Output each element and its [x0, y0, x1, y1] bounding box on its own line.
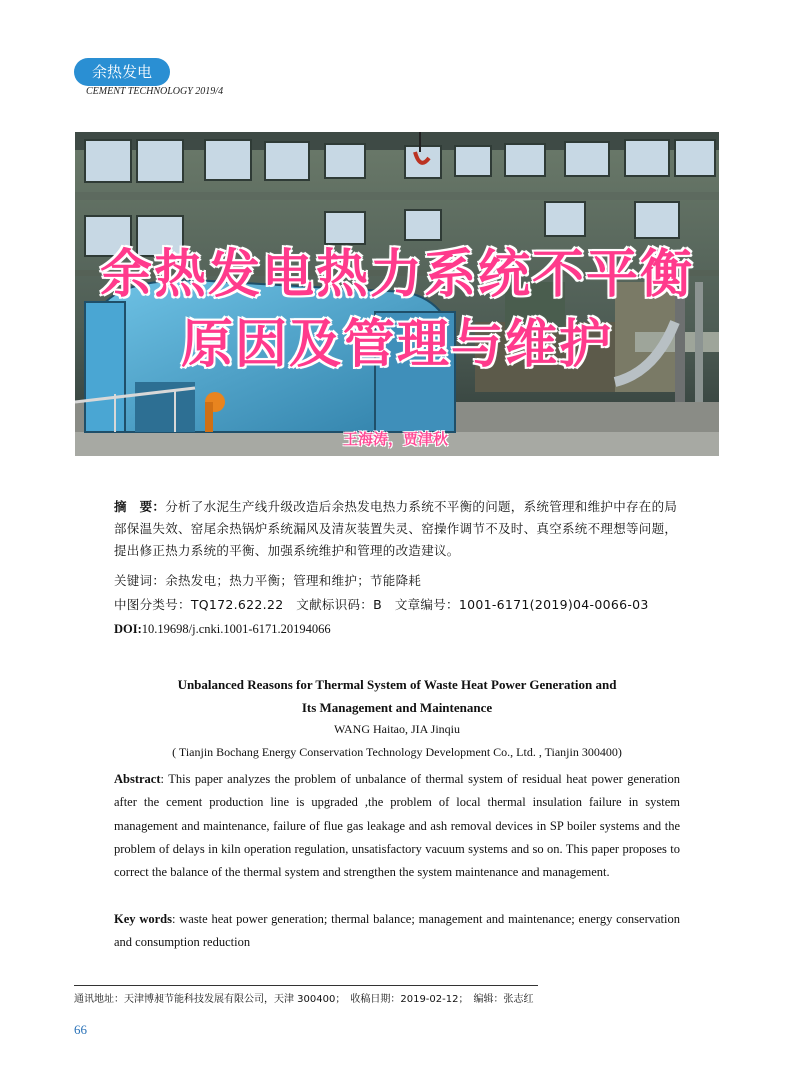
english-keywords-label: Key words: [114, 912, 172, 926]
clc-label: 中图分类号：: [114, 597, 191, 612]
doi-value: 10.19698/j.cnki.1001-6171.20194066: [141, 622, 331, 636]
abstract-cn-label: 摘 要：: [114, 499, 166, 514]
section-tag: 余热发电: [74, 58, 170, 86]
keywords-cn-label: 关键词：: [114, 573, 166, 588]
article-no-label: 文章编号：: [394, 597, 459, 612]
abstract-cn: [114, 496, 684, 562]
clc-value: TQ172.622.22: [190, 597, 284, 612]
doi-label: DOI:: [114, 622, 142, 636]
english-abstract-label: Abstract: [114, 772, 161, 786]
english-abstract-text: : This paper analyzes the problem of unbalance of thermal system of residual heat power generation after the cement production line is upgraded ,the problem of local thermal insulation failure in system management and maintenance, failure of flue gas leakage and ash removal devices in SP boiler systems and the problem of delays in kiln operation regulation, unsatisfactory vacuum systems and so on. This paper proposes to correct the balance of the thermal system and strengthen the system maintenance and management.: [114, 772, 680, 880]
footnote: 通讯地址：天津博昶节能科技发展有限公司，天津 300400； 收稿日期：2019-02-12； 编辑：张志红: [74, 994, 534, 1005]
english-authors: WANG Haitao, JIA Jinqiu: [334, 722, 460, 736]
title-line-1: 余热发电热力系统不平衡: [99, 245, 694, 305]
footnote-divider: [74, 985, 538, 986]
english-keywords-text: : waste heat power generation; thermal balance; management and maintenance; energy conservation and consumption reduction: [114, 912, 680, 950]
article-no-value: 1001-6171(2019)04-0066-03: [458, 597, 649, 612]
doc-code-label: 文献标识码：: [296, 597, 374, 612]
english-keywords: [114, 908, 680, 955]
english-title-line-1: Unbalanced Reasons for Thermal System of Waste Heat Power Generation and: [177, 677, 617, 692]
hero-image: [75, 132, 719, 456]
english-abstract: [114, 768, 680, 884]
doi-line: [114, 618, 684, 640]
journal-name: CEMENT TECHNOLOGY 2019/4: [86, 86, 224, 97]
page-number: 66: [74, 1022, 87, 1037]
classification-line: [114, 594, 684, 616]
keywords-cn: [114, 570, 684, 592]
abstract-cn-text: 分析了水泥生产线升级改造后余热发电热力系统不平衡的问题，系统管理和维护中存在的局部保温失效、窑尾余热锅炉系统漏风及清灰装置失灵、窑操作调节不及时、真空系统不理想等问题，提出修正热力系统的平衡、加强系统维护和管理的改造建议。: [114, 499, 678, 558]
keywords-cn-text: 余热发电；热力平衡；管理和维护；节能降耗: [165, 573, 422, 588]
title-line-2: 原因及管理与维护: [180, 315, 613, 375]
doc-code-value: B: [373, 597, 382, 612]
authors-cn: 王海涛，贾津秋: [343, 430, 449, 448]
english-title-line-2: Its Management and Maintenance: [301, 700, 493, 715]
english-affiliation: ( Tianjin Bochang Energy Conservation Technology Development Co., Ltd. , Tianjin 300400): [172, 745, 622, 759]
